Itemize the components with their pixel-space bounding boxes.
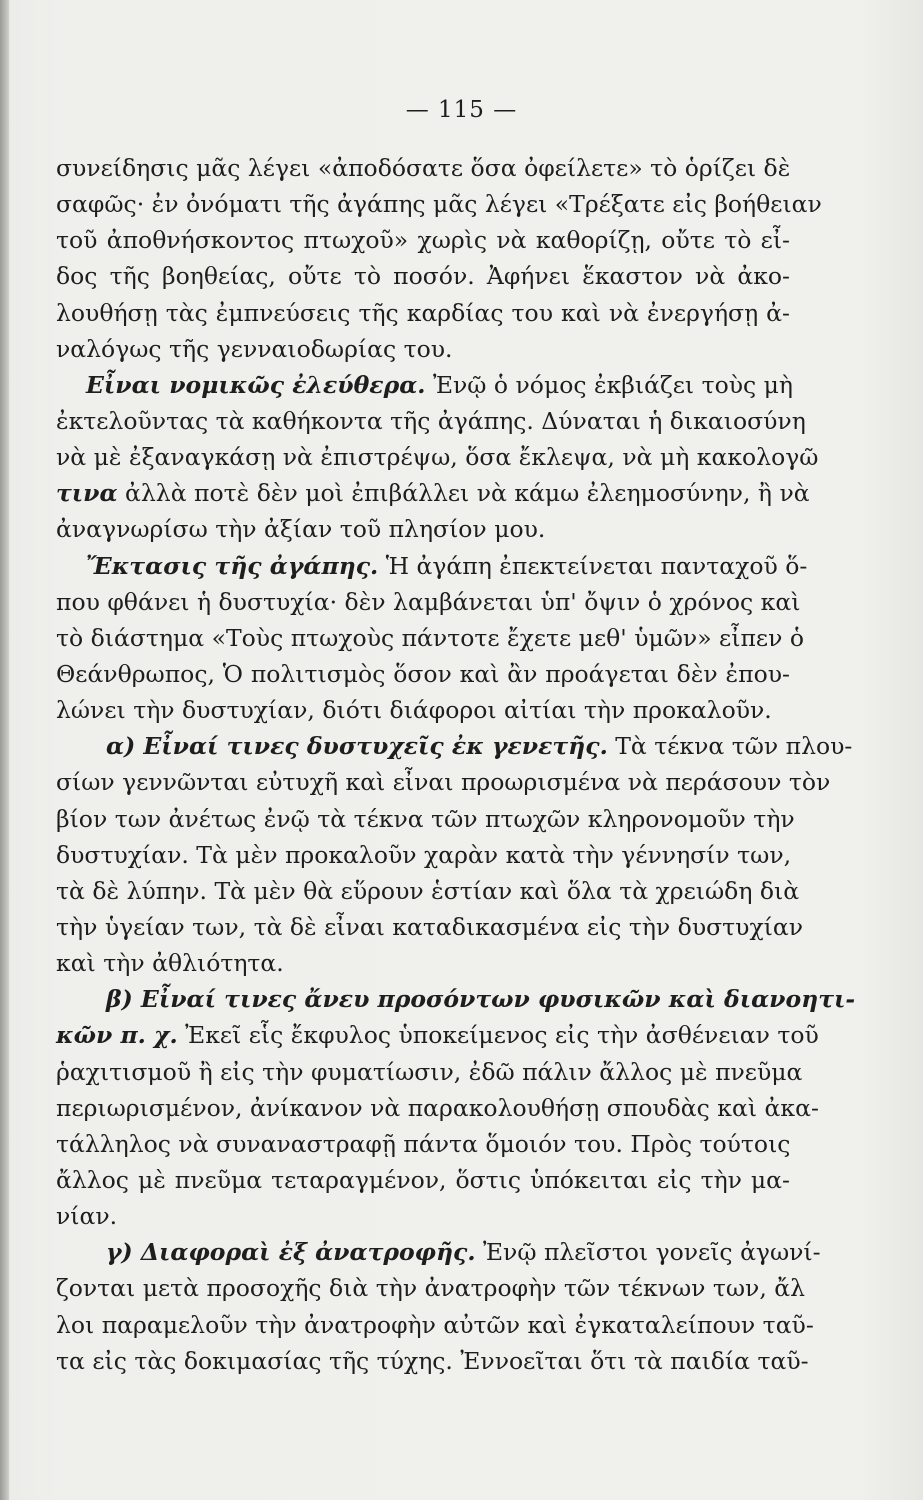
text-run: ναλόγως τῆς γενναιοδωρίας του.	[56, 334, 453, 363]
text-line	[56, 331, 790, 367]
text-line	[56, 764, 831, 800]
text-line	[56, 150, 790, 186]
text-line	[56, 548, 808, 584]
section-heading: κῶν π. χ.	[56, 1021, 178, 1050]
text-run: ἀναγνωρίσω τὴν ἀξίαν τοῦ πλησίον μου.	[56, 515, 546, 544]
text-line	[56, 909, 804, 945]
text-line	[56, 620, 804, 656]
text-line	[56, 258, 790, 294]
text-line	[56, 1162, 790, 1198]
text-line	[56, 1234, 821, 1270]
text-run: Ἐνῷ ὁ νόμος ἐκβιάζει τοὺς μὴ	[425, 370, 793, 399]
text-line	[56, 945, 790, 981]
text-line	[56, 1126, 790, 1162]
text-run: σαφῶς· ἐν ὀνόματι τῆς ἀγάπης μᾶς λέγει «Τρέξατε εἰς βοήθειαν	[56, 190, 822, 219]
section-heading: β) Εἶναί τινες ἄνευ προσόντων φυσικῶν καὶ διανοητι-	[106, 985, 856, 1014]
text-line	[56, 1054, 803, 1090]
text-run: καὶ τὴν ἀθλιότητα.	[56, 949, 284, 978]
text-line	[56, 873, 800, 909]
text-line	[56, 981, 856, 1017]
page-number: — 115 —	[405, 97, 518, 123]
text-line	[56, 186, 822, 222]
text-run: τάλληλος νὰ συναναστραφῇ πάντα ὅμοιόν του. Πρὸς τούτοις	[56, 1129, 791, 1158]
text-line	[56, 1343, 809, 1379]
text-run: Ἐκεῖ εἷς ἔκφυλος ὑποκείμενος εἰς τὴν ἀσθένειαν τοῦ	[177, 1021, 819, 1050]
text-line	[56, 222, 790, 258]
text-run: νίαν.	[56, 1202, 118, 1231]
text-line	[56, 475, 810, 511]
text-run: συνείδησις μᾶς λέγει «ἀποδόσατε ὅσα ὀφείλετε» τὸ ὁρίζει δὲ	[56, 154, 791, 182]
text-run: λουθήσῃ τὰς ἐμπνεύσεις τῆς καρδίας του καὶ νὰ ἐνεργήσῃ ἀ-	[56, 298, 790, 327]
text-run: λώνει τὴν δυστυχίαν, διότι διάφοροι αἰτίαι τὴν προκαλοῦν.	[56, 696, 772, 725]
section-heading: Ἔκτασις τῆς ἀγάπης.	[86, 551, 379, 580]
text-run: περιωρισμένον, ἀνίκανον νὰ παρακολουθήσῃ σπουδὰς καὶ ἀκα-	[56, 1093, 819, 1122]
text-line	[56, 728, 853, 764]
text-run: ἀλλὰ ποτὲ δὲν μοὶ ἐπιβάλλει νὰ κάμω ἐλεημοσύνην, ἢ νὰ	[117, 479, 810, 508]
text-run: Τὰ τέκνα τῶν πλου-	[607, 732, 853, 761]
text-run: ἄλλος μὲ πνεῦμα τεταραγμένον, ὅστις ὑπόκειται εἰς τὴν μα-	[56, 1165, 790, 1194]
text-line	[56, 692, 790, 728]
text-line	[56, 656, 790, 692]
text-run: βίον των ἀνέτως ἐνῷ τὰ τέκνα τῶν πτωχῶν κληρονομοῦν τὴν	[56, 804, 795, 833]
text-run: δυστυχίαν. Τὰ μὲν προκαλοῦν χαρὰν κατὰ τὴν γέννησίν των,	[56, 840, 792, 869]
text-line	[56, 584, 801, 620]
text-run: δος τῆς βοηθείας, οὔτε τὸ ποσόν. Ἀφήνει ἕκαστον νὰ ἀκο-	[56, 262, 790, 291]
section-heading: α) Εἶναί τινες δυστυχεῖς ἐκ γενετῆς.	[106, 732, 608, 761]
text-run: σίων γεννῶνται εὐτυχῆ καὶ εἶναι προωρισμένα νὰ περάσουν τὸν	[56, 768, 831, 797]
text-run: ζονται μετὰ προσοχῆς διὰ τὴν ἀνατροφὴν τῶν τέκνων των, ἄλ	[56, 1274, 806, 1303]
text-line	[56, 1198, 790, 1234]
text-line	[56, 403, 806, 439]
section-heading: Εἶναι νομικῶς ἐλεύθερα.	[86, 370, 426, 399]
text-run: Ἐνῷ πλεῖστοι γονεῖς ἀγωνί-	[475, 1238, 821, 1267]
text-line	[56, 801, 795, 837]
text-run: νὰ μὲ ἐξαναγκάσῃ νὰ ἐπιστρέψω, ὅσα ἔκλεψα, νὰ μὴ κακολογῶ	[56, 443, 819, 472]
text-run: λοι παραμελοῦν τὴν ἀνατροφὴν αὐτῶν καὶ ἐγκαταλείπουν ταῦ-	[56, 1310, 814, 1339]
text-run: ἐκτελοῦντας τὰ καθήκοντα τῆς ἀγάπης. Δύναται ἡ δικαιοσύνη	[56, 406, 806, 435]
text-line	[56, 1090, 819, 1126]
body-text	[56, 150, 856, 1379]
text-line	[56, 367, 793, 403]
text-run: τὴν ὑγείαν των, τὰ δὲ εἶναι καταδικασμένα εἰς τὴν δυστυχίαν	[56, 912, 804, 941]
section-heading: τινα	[56, 479, 118, 508]
text-line	[56, 295, 790, 331]
text-run: τὰ δὲ λύπην. Τὰ μὲν θὰ εὕρουν ἑστίαν καὶ ὅλα τὰ χρειώδη διὰ	[56, 876, 800, 905]
page-binding-edge	[0, 0, 9, 1500]
text-run: που φθάνει ἡ δυστυχία· δὲν λαμβάνεται ὑπ' ὄψιν ὁ χρόνος καὶ	[56, 587, 801, 616]
section-heading: γ) Διαφοραὶ ἐξ ἀνατροφῆς.	[106, 1238, 476, 1267]
text-run: τα εἰς τὰς δοκιμασίας τῆς τύχης. Ἐννοεῖται ὅτι τὰ παιδία ταῦ-	[56, 1346, 809, 1375]
text-line	[56, 439, 819, 475]
text-run: Ἡ ἀγάπη ἐπεκτείνεται πανταχοῦ ὅ-	[378, 551, 808, 580]
text-run: τὸ διάστημα «Τοὺς πτωχοὺς πάντοτε ἔχετε μεθ' ὑμῶν» εἶπεν ὁ	[56, 623, 804, 652]
text-line	[56, 1017, 819, 1053]
text-run: ῥαχιτισμοῦ ἢ εἰς τὴν φυματίωσιν, ἐδῶ πάλιν ἄλλος μὲ πνεῦμα	[56, 1057, 803, 1086]
text-line	[56, 511, 790, 547]
text-run: Θεάνθρωπος, Ὁ πολιτισμὸς ὅσον καὶ ἂν προάγεται δὲν ἐπου-	[56, 659, 790, 688]
text-line	[56, 1270, 806, 1306]
text-run: τοῦ ἀποθνήσκοντος πτωχοῦ» χωρὶς νὰ καθορίζῃ, οὔτε τὸ εἶ-	[56, 226, 790, 255]
text-line	[56, 1307, 814, 1343]
text-line	[56, 837, 790, 873]
